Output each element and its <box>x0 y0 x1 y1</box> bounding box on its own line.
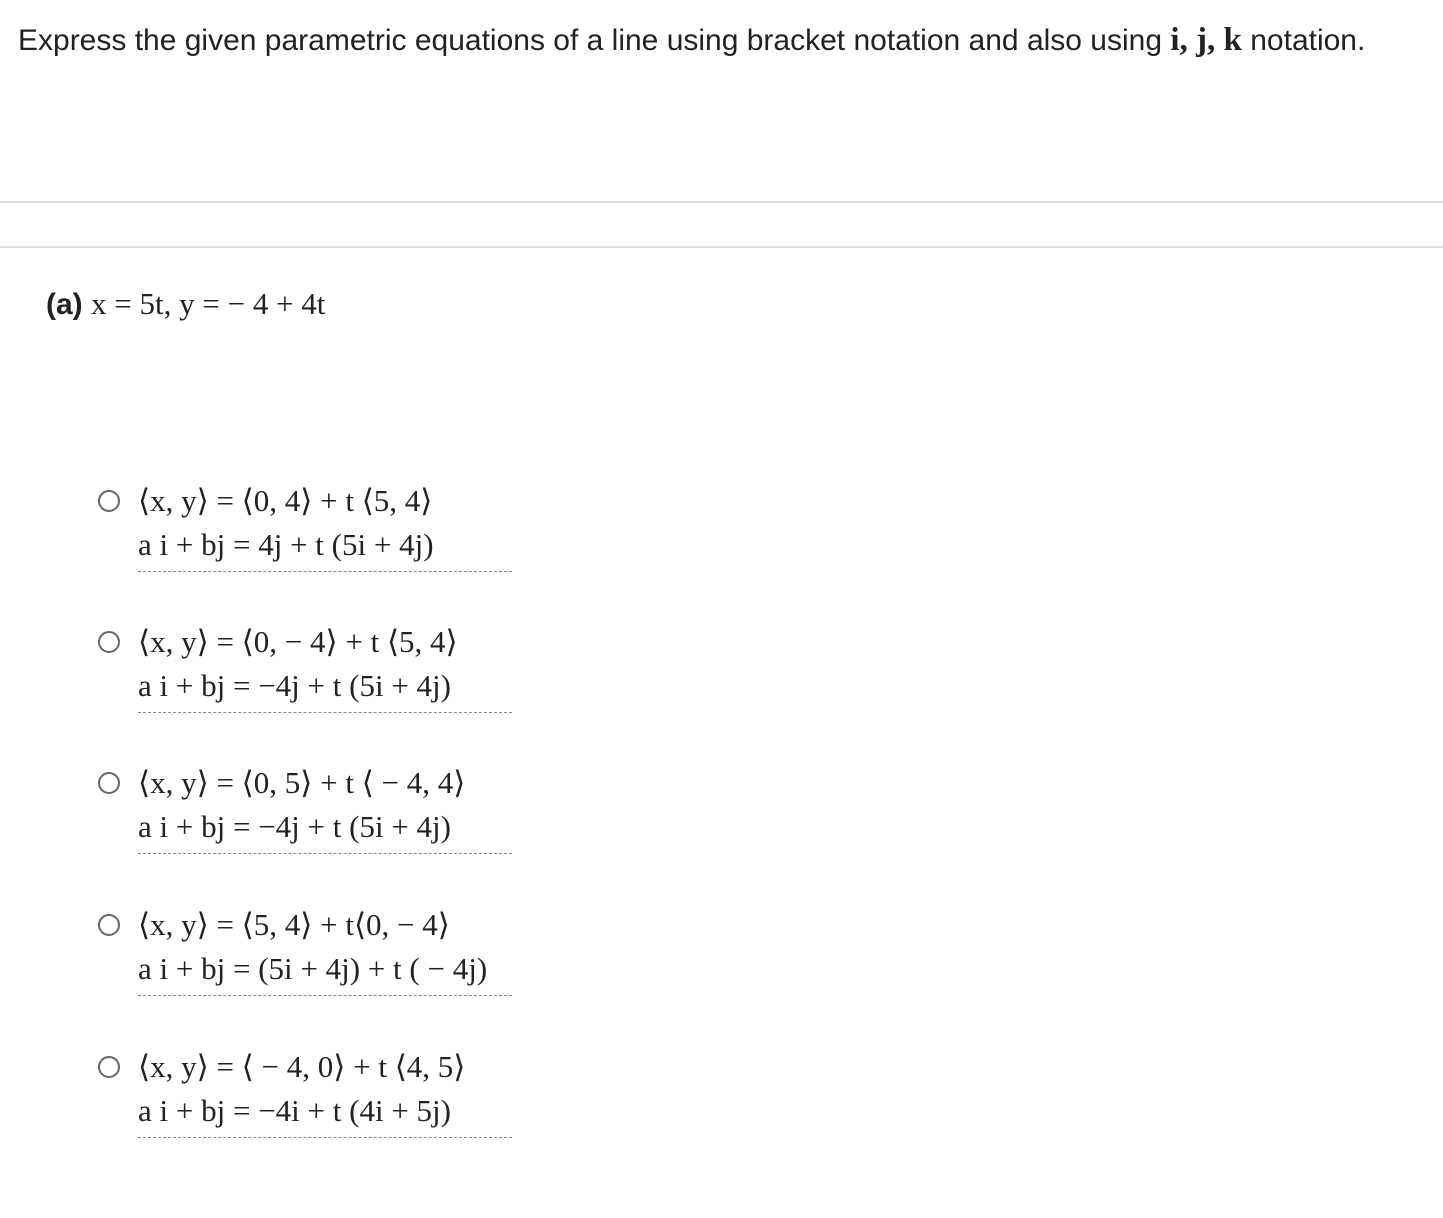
option-5-bracket: ⟨x, y⟩ = ⟨ − 4, 0⟩ + t ⟨4, 5⟩ <box>138 1049 466 1084</box>
question-instructions <box>18 22 1365 59</box>
option-3-bracket: ⟨x, y⟩ = ⟨0, 5⟩ + t ⟨ − 4, 4⟩ <box>138 765 466 800</box>
option-3-ijk: a i + bj = −4j + t (5i + 4j) <box>138 809 451 844</box>
option-5-ijk: a i + bj = −4i + t (4i + 5j) <box>138 1093 451 1128</box>
radio-button-1[interactable] <box>98 490 120 512</box>
part-a-prompt <box>46 284 325 325</box>
option-3-underline <box>138 853 512 854</box>
instructions-ijk: i, j, k <box>1170 22 1242 58</box>
divider-top <box>0 201 1443 203</box>
radio-button-4[interactable] <box>98 914 120 936</box>
option-2-bracket: ⟨x, y⟩ = ⟨0, − 4⟩ + t ⟨5, 4⟩ <box>138 624 458 659</box>
radio-button-5[interactable] <box>98 1056 120 1078</box>
option-1-bracket: ⟨x, y⟩ = ⟨0, 4⟩ + t ⟨5, 4⟩ <box>138 483 433 518</box>
radio-button-2[interactable] <box>98 631 120 653</box>
part-a-equation: x = 5t, y = − 4 + 4t <box>91 286 326 321</box>
divider-bottom <box>0 246 1443 248</box>
option-1-ijk: a i + bj = 4j + t (5i + 4j) <box>138 527 434 562</box>
option-4-bracket: ⟨x, y⟩ = ⟨5, 4⟩ + t⟨0, − 4⟩ <box>138 907 450 942</box>
option-1-underline <box>138 571 512 572</box>
instructions-suffix: notation. <box>1250 24 1366 57</box>
option-2-underline <box>138 712 512 713</box>
option-4-ijk: a i + bj = (5i + 4j) + t ( − 4j) <box>138 951 488 986</box>
instructions-text: Express the given parametric equations of a line using bracket notation and also using <box>18 24 1163 57</box>
option-4-underline <box>138 995 512 996</box>
radio-button-3[interactable] <box>98 772 120 794</box>
part-a-label: (a) <box>46 288 83 321</box>
option-2-ijk: a i + bj = −4j + t (5i + 4j) <box>138 668 451 703</box>
option-5-underline <box>138 1137 512 1138</box>
